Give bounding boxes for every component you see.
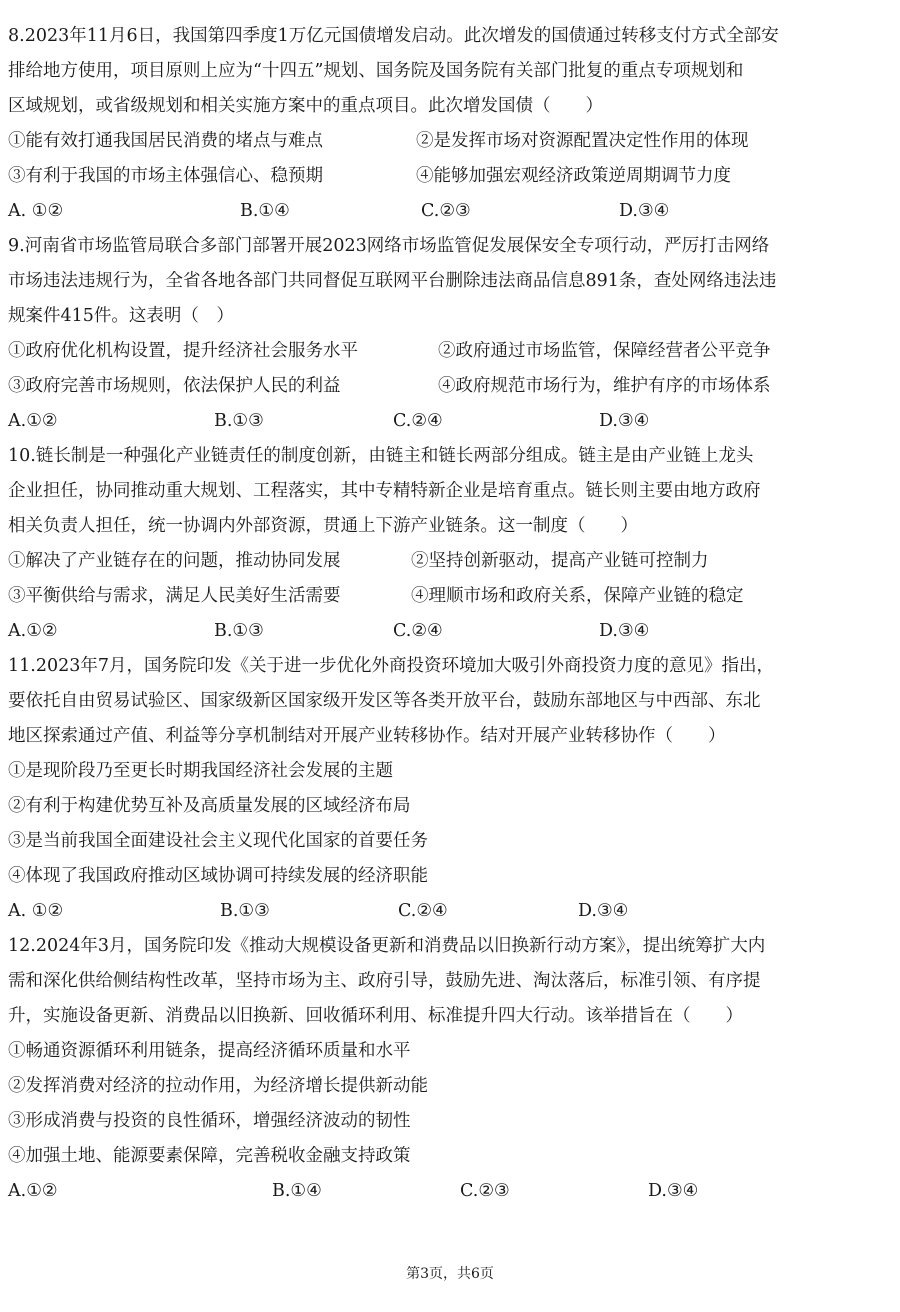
- page-number: 第3页，共6页: [406, 1266, 494, 1282]
- option-a: A.①②: [8, 411, 58, 431]
- statement-3: ③平衡供给与需求，满足人民美好生活需要: [8, 586, 341, 606]
- option-d: D.③④: [648, 1181, 699, 1201]
- statement-1: ①是现阶段乃至更长时期我国经济社会发展的主题: [8, 761, 393, 781]
- option-d: D.③④: [619, 201, 670, 221]
- option-a: A.①②: [8, 621, 58, 641]
- question-stem-line: 9.河南省市场监管局联合多部门部署开展2023网络市场监管促发展保安全专项行动，严厉打击网络: [8, 236, 770, 256]
- statement-3: ③是当前我国全面建设社会主义现代化国家的首要任务: [8, 831, 428, 851]
- statement-2: ②坚持创新驱动，提高产业链可控制力: [411, 551, 709, 571]
- option-c: C.②④: [393, 411, 443, 431]
- statement-2: ②有利于构建优势互补及高质量发展的区域经济布局: [8, 796, 411, 816]
- option-a: A. ①②: [8, 901, 64, 921]
- statement-2: ②发挥消费对经济的拉动作用，为经济增长提供新动能: [8, 1076, 428, 1096]
- statement-1: ①畅通资源循环利用链条，提高经济循环质量和水平: [8, 1041, 411, 1061]
- question-stem-line: 升，实施设备更新、消费品以旧换新、回收循环利用、标准提升四大行动。该举措旨在（ ）: [8, 1006, 743, 1026]
- option-b: B.①③: [214, 411, 264, 431]
- question-stem-line: 相关负责人担任，统一协调内外部资源，贯通上下游产业链条。这一制度（ ）: [8, 516, 638, 536]
- option-c: C.②④: [393, 621, 443, 641]
- question-stem-line: 市场违法违规行为，全省各地各部门共同督促互联网平台删除违法商品信息891条，查处网络违法违: [8, 271, 777, 291]
- option-d: D.③④: [599, 621, 650, 641]
- question-stem-line: 11.2023年7月，国务院印发《关于进一步优化外商投资环境加大吸引外商投资力度的意见》指出，: [8, 656, 774, 676]
- statement-1: ①政府优化机构设置，提升经济社会服务水平: [8, 341, 358, 361]
- option-b: B.①④: [240, 201, 290, 221]
- question-stem-line: 要依托自由贸易试验区、国家级新区国家级开发区等各类开放平台，鼓励东部地区与中西部、东北: [8, 691, 761, 711]
- question-stem-line: 12.2024年3月，国务院印发《推动大规模设备更新和消费品以旧换新行动方案》，提出统筹扩大内: [8, 936, 766, 956]
- statement-4: ④理顺市场和政府关系，保障产业链的稳定: [411, 586, 744, 606]
- option-b: B.①③: [220, 901, 270, 921]
- question-stem-line: 区域规划，或省级规划和相关实施方案中的重点项目。此次增发国债（ ）: [8, 96, 603, 116]
- statement-4: ④加强土地、能源要素保障，完善税收金融支持政策: [8, 1146, 411, 1166]
- statement-3: ③政府完善市场规则，依法保护人民的利益: [8, 376, 341, 396]
- statement-1: ①解决了产业链存在的问题，推动协同发展: [8, 551, 341, 571]
- option-a: A.①②: [8, 1181, 58, 1201]
- question-stem-line: 10.链长制是一种强化产业链责任的制度创新，由链主和链长两部分组成。链主是由产业链上龙头: [8, 446, 754, 466]
- option-b: B.①③: [214, 621, 264, 641]
- statement-2: ②是发挥市场对资源配置决定性作用的体现: [416, 131, 749, 151]
- option-b: B.①④: [272, 1181, 322, 1201]
- statement-4: ④政府规范市场行为，维护有序的市场体系: [438, 376, 771, 396]
- option-c: C.②④: [398, 901, 448, 921]
- statement-1: ①能有效打通我国居民消费的堵点与难点: [8, 131, 323, 151]
- statement-4: ④能够加强宏观经济政策逆周期调节力度: [416, 166, 731, 186]
- question-stem-line: 地区探索通过产值、利益等分享机制结对开展产业转移协作。结对开展产业转移协作（ ）: [8, 726, 726, 746]
- option-c: C.②③: [421, 201, 471, 221]
- option-a: A. ①②: [8, 201, 64, 221]
- question-stem-line: 规案件415件。这表明（ ）: [8, 306, 234, 326]
- statement-4: ④体现了我国政府推动区域协调可持续发展的经济职能: [8, 866, 428, 886]
- statement-2: ②政府通过市场监管，保障经营者公平竞争: [438, 341, 771, 361]
- question-stem-line: 需和深化供给侧结构性改革，坚持市场为主、政府引导，鼓励先进、淘汰落后，标准引领、有序提: [8, 971, 761, 991]
- option-d: D.③④: [599, 411, 650, 431]
- statement-3: ③有利于我国的市场主体强信心、稳预期: [8, 166, 323, 186]
- question-stem-line: 8.2023年11月6日，我国第四季度1万亿元国债增发启动。此次增发的国债通过转移支付方式全部安: [8, 26, 779, 46]
- statement-3: ③形成消费与投资的良性循环，增强经济波动的韧性: [8, 1111, 411, 1131]
- option-c: C.②③: [460, 1181, 510, 1201]
- option-d: D.③④: [578, 901, 629, 921]
- question-stem-line: 排给地方使用，项目原则上应为“十四五”规划、国务院及国务院有关部门批复的重点专项规划和: [8, 61, 744, 81]
- question-stem-line: 企业担任，协同推动重大规划、工程落实，其中专精特新企业是培育重点。链长则主要由地方政府: [8, 481, 761, 501]
